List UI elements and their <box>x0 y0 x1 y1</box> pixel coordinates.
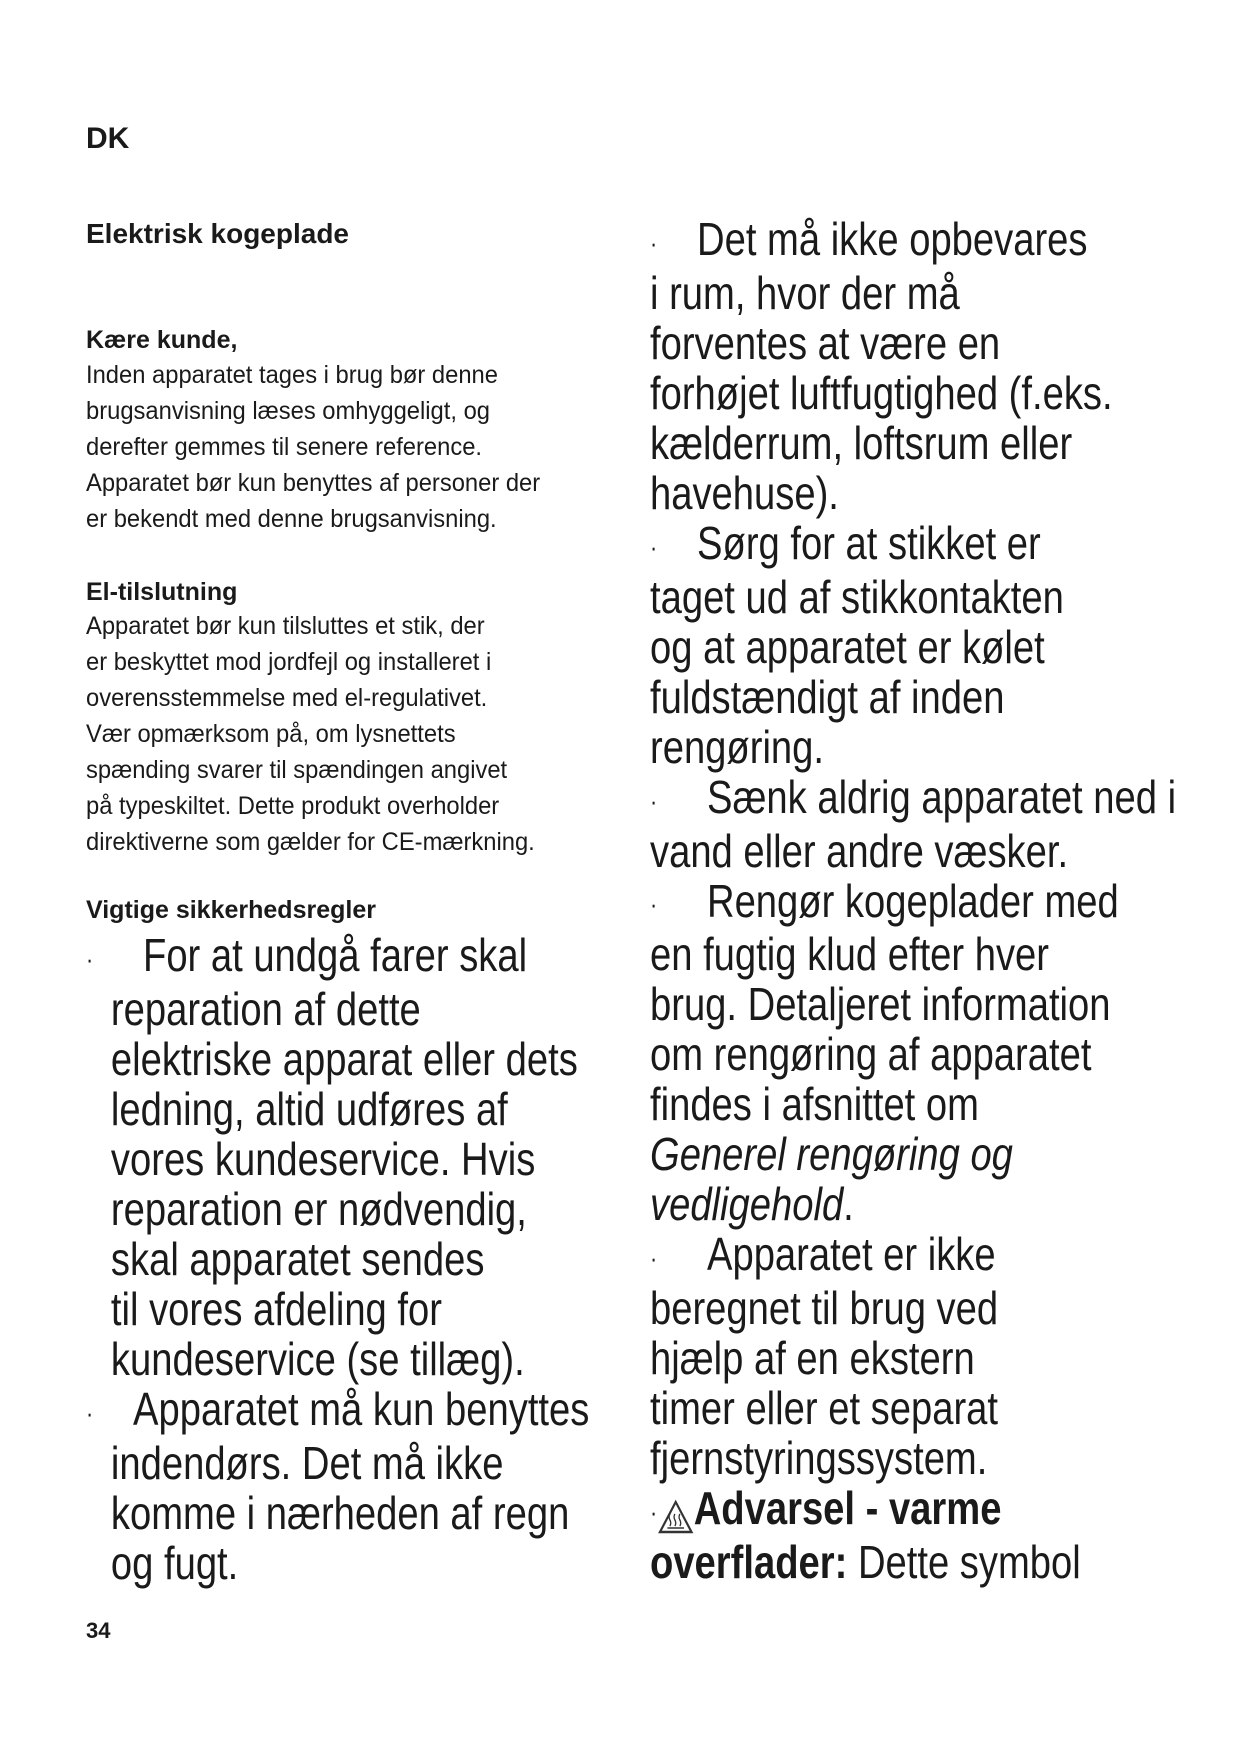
italic-reference-line: Generel rengøring og <box>650 1128 1013 1181</box>
bullet-icon: · <box>650 531 658 562</box>
safety-heading: Vigtige sikkerhedsregler <box>86 896 376 924</box>
text-line: timer eller et separat <box>650 1382 999 1435</box>
text-line: vand eller andre væsker. <box>650 824 1069 877</box>
list-item-first-line: Apparatet er ikke <box>706 1228 996 1281</box>
greeting-text <box>86 357 540 537</box>
italic-reference-line: vedligehold <box>650 1178 844 1231</box>
text-line: havehuse). <box>650 466 839 519</box>
bullet-icon: · <box>86 1397 94 1428</box>
text-line: hjælp af en ekstern <box>650 1332 975 1385</box>
text-line: overensstemmelse med el-regulativet. <box>86 684 488 712</box>
list-item-first-line: Rengør kogeplader med <box>706 874 1119 927</box>
text-line: er bekendt med denne brugsanvisning. <box>86 505 497 533</box>
list-item <box>650 1229 1176 1483</box>
text-line: reparation er nødvendig, <box>110 1182 527 1235</box>
text-line: kælderrum, loftsrum eller <box>650 416 1073 469</box>
list-item <box>650 876 1176 1230</box>
text-line: fuldstændigt af inden <box>650 670 1005 723</box>
text-line: Apparatet bør kun tilsluttes et stik, der <box>86 612 485 640</box>
list-item <box>86 1384 589 1588</box>
text-line: indendørs. Det må ikke <box>110 1436 504 1489</box>
list-item-first-line: Apparatet må kun benyttes <box>133 1382 590 1435</box>
text-line: på typeskiltet. Dette produkt overholder <box>86 792 500 820</box>
text-line: rengøring. <box>650 720 825 773</box>
bullet-icon: · <box>650 227 658 258</box>
text-line: er beskyttet mod jordfejl og installeret i <box>86 648 492 676</box>
text-line: skal apparatet sendes <box>110 1232 485 1285</box>
safety-list-right <box>650 214 1176 1587</box>
list-item-first-line: For at undgå farer skal <box>142 929 528 981</box>
list-item <box>650 214 1176 518</box>
text-line: taget ud af stikkontakten <box>650 570 1064 623</box>
page-number: 34 <box>86 1618 111 1643</box>
text-line: til vores afdeling for <box>110 1282 442 1335</box>
text-line: forventes at være en <box>650 316 1001 369</box>
warning-label: overflader: <box>650 1536 848 1589</box>
text-line: brug. Detaljeret information <box>650 978 1111 1031</box>
document-title: Elektrisk kogeplade <box>86 218 350 249</box>
text-line: komme i nærheden af regn <box>110 1486 570 1539</box>
text-line: Vær opmærksom på, om lysnettets <box>86 720 456 748</box>
text-line: forhøjet luftfugtighed (f.eks. <box>650 366 1113 419</box>
text-line: brugsanvisning læses omhyggeligt, og <box>86 397 490 425</box>
text-line: vores kundeservice. Hvis <box>110 1132 536 1185</box>
list-item <box>86 930 589 1384</box>
bullet-icon: · <box>86 943 94 974</box>
text-line: direktiverne som gælder for CE-mærkning. <box>86 828 535 856</box>
electrical-text <box>86 608 535 860</box>
safety-list-left <box>86 930 589 1588</box>
text-line: en fugtig klud efter hver <box>650 928 1050 981</box>
bullet-icon: · <box>650 1243 658 1274</box>
hot-surface-warning-icon <box>657 1494 694 1530</box>
text-line: ledning, altid udføres af <box>110 1082 508 1135</box>
sentence-end: . <box>843 1178 854 1231</box>
text-line: fjernstyringssystem. <box>650 1432 988 1485</box>
text-line: kundeservice (se tillæg). <box>110 1332 525 1385</box>
text-line: elektriske apparat eller dets <box>110 1032 578 1085</box>
bullet-icon: · <box>650 889 658 920</box>
list-item-first-line: Sænk aldrig apparatet ned i <box>706 770 1177 823</box>
text-line: og at apparatet er kølet <box>650 620 1045 673</box>
text-line: i rum, hvor der må <box>650 266 960 319</box>
list-item <box>650 772 1176 876</box>
text-line: findes i afsnittet om <box>650 1078 979 1131</box>
bullet-icon: · <box>650 1497 658 1528</box>
greeting-heading: Kære kunde, <box>86 326 238 354</box>
warning-title: Advarsel - varme <box>693 1482 1002 1535</box>
text-line: Apparatet bør kun benyttes af personer der <box>86 469 541 497</box>
text-line: og fugt. <box>110 1536 239 1589</box>
language-code: DK <box>86 122 130 155</box>
list-item <box>650 518 1176 772</box>
text-line: spænding svarer til spændingen angivet <box>86 756 508 784</box>
warning-text: Dette symbol <box>847 1536 1081 1589</box>
bullet-icon: · <box>650 785 658 816</box>
text-line: om rengøring af apparatet <box>650 1028 1092 1081</box>
text-line: Inden apparatet tages i brug bør denne <box>86 361 498 389</box>
list-item-first-line: Sørg for at stikket er <box>697 516 1041 569</box>
text-line: reparation af dette <box>110 982 421 1035</box>
warning-item <box>650 1483 1176 1587</box>
text-line: derefter gemmes til senere reference. <box>86 433 483 461</box>
electrical-heading: El-tilslutning <box>86 578 238 606</box>
text-line: beregnet til brug ved <box>650 1282 999 1335</box>
list-item-first-line: Det må ikke opbevares <box>697 213 1088 265</box>
